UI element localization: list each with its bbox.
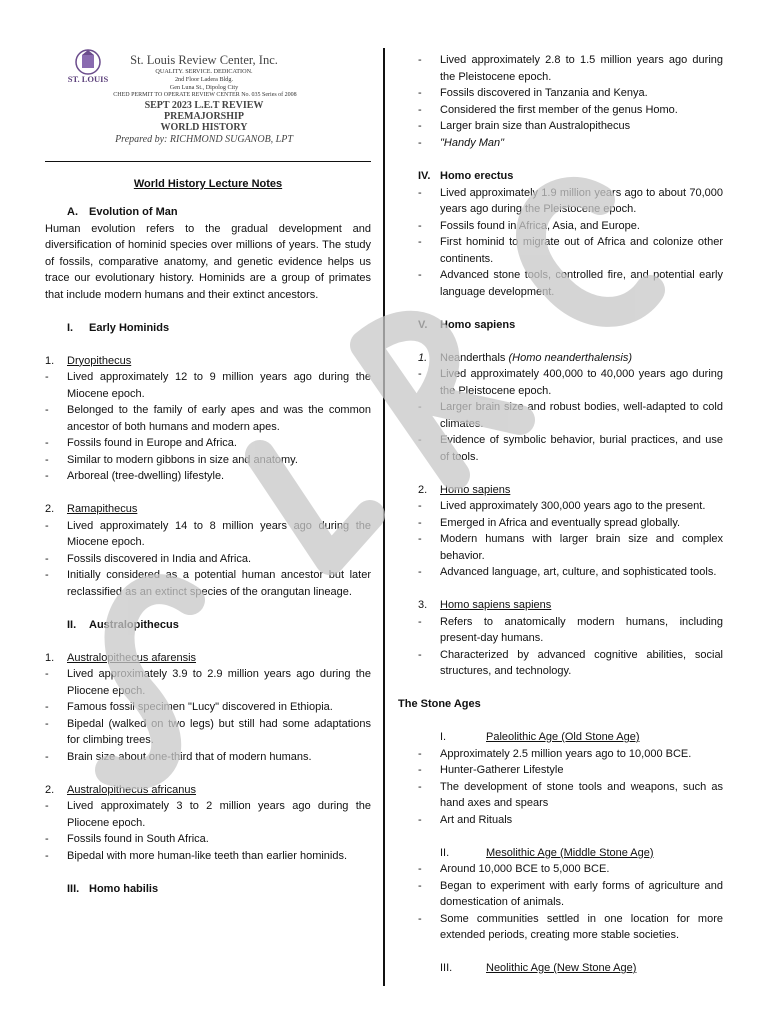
section-a-heading: A. Evolution of Man xyxy=(67,206,178,218)
bullet-dash: - xyxy=(45,371,49,383)
bullet-text: Evidence of symbolic behavior, burial practices, and use of tools. xyxy=(440,434,723,463)
bullet-item xyxy=(45,435,371,452)
section-iii-heading: III. Homo habilis xyxy=(67,882,159,895)
bullet-dash: - xyxy=(45,552,49,565)
bullet-item xyxy=(418,234,723,267)
bullet-item xyxy=(45,749,371,766)
bullet-item xyxy=(418,746,723,763)
ramapithecus-heading: 2. Ramapithecus xyxy=(45,503,138,515)
bullet-item xyxy=(418,498,723,515)
bullet-text: Hunter-Gatherer Lifestyle xyxy=(440,764,564,776)
bullet-dash: - xyxy=(418,186,422,199)
bullet-item xyxy=(45,831,371,848)
bullet-text: Lived approximately 2.8 to 1.5 million years ago during the Pleistocene epoch. xyxy=(440,54,723,83)
bullet-item xyxy=(45,567,371,600)
logo-text: ST. LOUIS xyxy=(67,74,109,84)
dryopithecus-heading: 1. Dryopithecus xyxy=(45,354,132,367)
bullet-text: Fossils discovered in India and Africa. xyxy=(67,552,252,565)
bullet-dash: - xyxy=(418,120,422,132)
bullet-text: Lived approximately 400,000 to 40,000 years ago during the Pleistocene epoch. xyxy=(440,368,723,397)
bullet-dash: - xyxy=(418,747,422,760)
bullet-text: Brain size about one-third that of modern humans. xyxy=(67,750,312,763)
intro-paragraph: Human evolution refers to the gradual development and diversification of hominid species over millions of years. The study of fossils, comparative anatomy, and genetic evidence helps us trace our evolutionary history. Hominids are a group of primates that include modern humans and their extinct ancestors. xyxy=(45,222,371,301)
bullet-item xyxy=(418,102,723,119)
bullet-item xyxy=(418,614,723,647)
bullet-item xyxy=(418,85,723,102)
bullet-dash: - xyxy=(45,453,49,466)
document-header xyxy=(45,48,371,152)
org-name: St. Louis Review Center, Inc. xyxy=(130,53,278,67)
bullet-dash: - xyxy=(45,668,49,680)
neanderthals-heading: 1. Neanderthals (Homo neanderthalensis) xyxy=(418,351,633,364)
review-title: SEPT 2023 L.E.T REVIEW xyxy=(144,100,264,111)
bullet-dash: - xyxy=(418,764,422,776)
bullet-item xyxy=(45,848,371,865)
right-column xyxy=(398,52,723,977)
bullet-dash: - xyxy=(418,813,422,826)
bullet-item xyxy=(45,369,371,402)
dryopithecus-list xyxy=(45,369,371,485)
bullet-text: Larger brain size and robust bodies, well-adapted to cold climates. xyxy=(440,401,723,430)
homo-sapiens-sapiens-list xyxy=(418,614,723,680)
bullet-item xyxy=(418,531,723,564)
bullet-dash: - xyxy=(45,849,49,862)
bullet-item xyxy=(418,647,723,680)
bullet-dash: - xyxy=(45,470,49,482)
bullet-item xyxy=(45,518,371,551)
bullet-text: Approximately 2.5 million years ago to 10,000 BCE. xyxy=(440,747,692,760)
address-line-1: 2nd Floor Ladera Bldg. xyxy=(174,76,234,83)
header-rule xyxy=(45,161,371,162)
bullet-item xyxy=(418,399,723,432)
bullet-dash: - xyxy=(45,750,49,763)
bullet-dash: - xyxy=(418,780,422,793)
bullet-dash: - xyxy=(45,569,49,581)
homo-sapiens-list xyxy=(418,498,723,581)
bullet-item xyxy=(418,52,723,85)
bullet-text: Bipedal (walked on two legs) but still had some adaptations for climbing trees. xyxy=(67,717,371,746)
bullet-item xyxy=(418,911,723,944)
bullet-dash: - xyxy=(418,269,422,281)
bullet-dash: - xyxy=(45,717,49,730)
bullet-item xyxy=(45,699,371,716)
page-title: World History Lecture Notes xyxy=(133,178,283,190)
bullet-dash: - xyxy=(45,404,49,416)
bullet-text: Fossils found in Europe and Africa. xyxy=(67,437,237,449)
tagline: QUALITY. SERVICE. DEDICATION. xyxy=(155,68,253,75)
bullet-dash: - xyxy=(418,54,422,66)
bullet-item xyxy=(45,402,371,435)
africanus-heading: 2. Australopithecus africanus xyxy=(45,783,197,796)
bullet-dash: - xyxy=(45,701,49,713)
bullet-text: Famous fossil specimen "Lucy" discovered in Ethiopia. xyxy=(67,701,333,713)
bullet-text: Lived approximately 300,000 years ago to the present. xyxy=(440,500,706,512)
bullet-text: Larger brain size than Australopithecus xyxy=(440,120,631,132)
bullet-text: Around 10,000 BCE to 5,000 BCE. xyxy=(440,863,610,875)
homo-sapiens-sapiens-heading: 3. Homo sapiens sapiens xyxy=(418,599,552,611)
bullet-text: Advanced language, art, culture, and sophisticated tools. xyxy=(440,566,717,578)
bullet-item xyxy=(418,861,723,878)
bullet-text: Lived approximately 12 to 9 million years ago during the Miocene epoch. xyxy=(67,371,371,400)
bullet-item xyxy=(418,432,723,465)
afarensis-heading: 1. Australopithecus afarensis xyxy=(45,651,197,664)
bullet-item xyxy=(418,267,723,300)
mesolithic-list xyxy=(418,861,723,944)
bullet-text: Modern humans with larger brain size and complex behavior. xyxy=(440,533,723,562)
bullet-dash: - xyxy=(418,863,422,875)
bullet-item xyxy=(418,135,723,152)
paleolithic-list xyxy=(418,746,723,829)
bullet-text: Some communities settled in one location for more extended periods, creating more stable societies. xyxy=(440,912,723,941)
bullet-text: Belonged to the family of early apes and was the common ancestor of both humans and modern apes. xyxy=(67,404,371,433)
bullet-text: Arboreal (tree-dwelling) lifestyle. xyxy=(67,470,225,482)
address-line-2: Gen Luna St., Dipolog City xyxy=(169,84,239,91)
homo-sapiens-heading: 2. Homo sapiens xyxy=(418,483,511,496)
bullet-text: Emerged in Africa and eventually spread globally. xyxy=(440,516,681,529)
bullet-text: Lived approximately 3 to 2 million years ago during the Pliocene epoch. xyxy=(67,800,371,829)
bullet-dash: - xyxy=(418,401,422,413)
bullet-dash: - xyxy=(418,615,422,628)
bullet-item xyxy=(418,118,723,135)
bullet-dash: - xyxy=(418,368,422,380)
bullet-text: "Handy Man" xyxy=(440,136,505,149)
left-column xyxy=(45,48,371,897)
bullet-dash: - xyxy=(418,103,422,116)
bullet-item xyxy=(418,812,723,829)
bullet-item xyxy=(418,762,723,779)
mesolithic-heading: II. Mesolithic Age (Middle Stone Age) xyxy=(440,846,654,859)
bullet-dash: - xyxy=(418,648,422,661)
review-subtitle: PREMAJORSHIP xyxy=(164,111,244,122)
bullet-item xyxy=(45,666,371,699)
prepared-by: Prepared by: RICHMOND SUGANOB, LPT xyxy=(115,134,293,145)
bullet-dash: - xyxy=(418,500,422,512)
bullet-item xyxy=(418,515,723,532)
bullet-dash: - xyxy=(418,219,422,232)
bullet-item xyxy=(45,798,371,831)
bullet-item xyxy=(45,452,371,469)
bullet-text: Considered the first member of the genus Homo. xyxy=(440,103,678,116)
bullet-text: Initially considered as a potential human ancestor but later reclassified as an extinct species of the orangutan lineage. xyxy=(67,569,371,598)
section-i-heading: I. Early Hominids xyxy=(67,321,170,334)
section-iv-heading: IV. Homo erectus xyxy=(418,170,514,182)
bullet-dash: - xyxy=(45,833,49,845)
habilis-list xyxy=(418,52,723,151)
bullet-text: Refers to anatomically modern humans, including present-day humans. xyxy=(440,615,723,644)
bullet-dash: - xyxy=(418,87,422,99)
bullet-item xyxy=(418,366,723,399)
africanus-list xyxy=(45,798,371,864)
stone-ages-heading: The Stone Ages xyxy=(398,698,481,710)
bullet-text: Fossils discovered in Tanzania and Kenya. xyxy=(440,87,648,99)
bullet-text: Lived approximately 14 to 8 million years ago during the Miocene epoch. xyxy=(67,519,371,548)
bullet-text: Fossils found in South Africa. xyxy=(67,833,209,845)
bullet-item xyxy=(418,564,723,581)
neanderthals-list xyxy=(418,366,723,465)
afarensis-list xyxy=(45,666,371,765)
bullet-text: Lived approximately 3.9 to 2.9 million years ago during the Pliocene epoch. xyxy=(67,668,371,697)
bullet-text: Advanced stone tools, controlled fire, and potential early language development. xyxy=(440,269,723,298)
bullet-item xyxy=(45,716,371,749)
bullet-item xyxy=(418,218,723,235)
bullet-dash: - xyxy=(45,519,49,532)
bullet-text: Began to experiment with early forms of agriculture and domestication of animals. xyxy=(440,879,723,908)
bullet-text: Art and Rituals xyxy=(440,813,513,826)
bullet-text: Bipedal with more human-like teeth than earlier hominids. xyxy=(67,849,348,862)
bullet-item xyxy=(45,468,371,485)
bullet-text: The development of stone tools and weapons, such as hand axes and spears xyxy=(440,780,723,809)
bullet-dash: - xyxy=(418,516,422,529)
bullet-dash: - xyxy=(418,912,422,925)
bullet-dash: - xyxy=(418,879,422,892)
bullet-dash: - xyxy=(418,434,422,446)
bullet-item xyxy=(45,551,371,568)
bullet-text: Characterized by advanced cognitive abilities, social structures, and technology. xyxy=(440,648,723,677)
bullet-dash: - xyxy=(418,533,422,545)
section-ii-heading: II. Australopithecus xyxy=(67,618,179,631)
bullet-item xyxy=(418,878,723,911)
bullet-text: First hominid to migrate out of Africa and colonize other continents. xyxy=(440,236,723,265)
bullet-dash: - xyxy=(45,437,49,449)
paleolithic-heading: I. Paleolithic Age (Old Stone Age) xyxy=(440,731,640,743)
bullet-dash: - xyxy=(418,566,422,578)
column-divider xyxy=(383,48,385,986)
section-v-heading: V. Homo sapiens xyxy=(418,318,516,331)
subject-title: WORLD HISTORY xyxy=(160,122,248,133)
bullet-text: Similar to modern gibbons in size and anatomy. xyxy=(67,453,298,466)
bullet-item xyxy=(418,185,723,218)
bullet-dash: - xyxy=(418,136,422,149)
neolithic-heading: III. Neolithic Age (New Stone Age) xyxy=(440,962,637,974)
bullet-text: Lived approximately 1.9 million years ago to about 70,000 years ago during the Pleistocene epoch. xyxy=(440,186,723,215)
erectus-list xyxy=(418,185,723,301)
bullet-item xyxy=(418,779,723,812)
bullet-dash: - xyxy=(45,800,49,812)
bullet-text: Fossils found in Africa, Asia, and Europe. xyxy=(440,219,640,232)
ramapithecus-list xyxy=(45,518,371,601)
permit-line: CHED PERMIT TO OPERATE REVIEW CENTER No. 035 Series of 2008 xyxy=(113,92,297,98)
bullet-dash: - xyxy=(418,236,422,248)
